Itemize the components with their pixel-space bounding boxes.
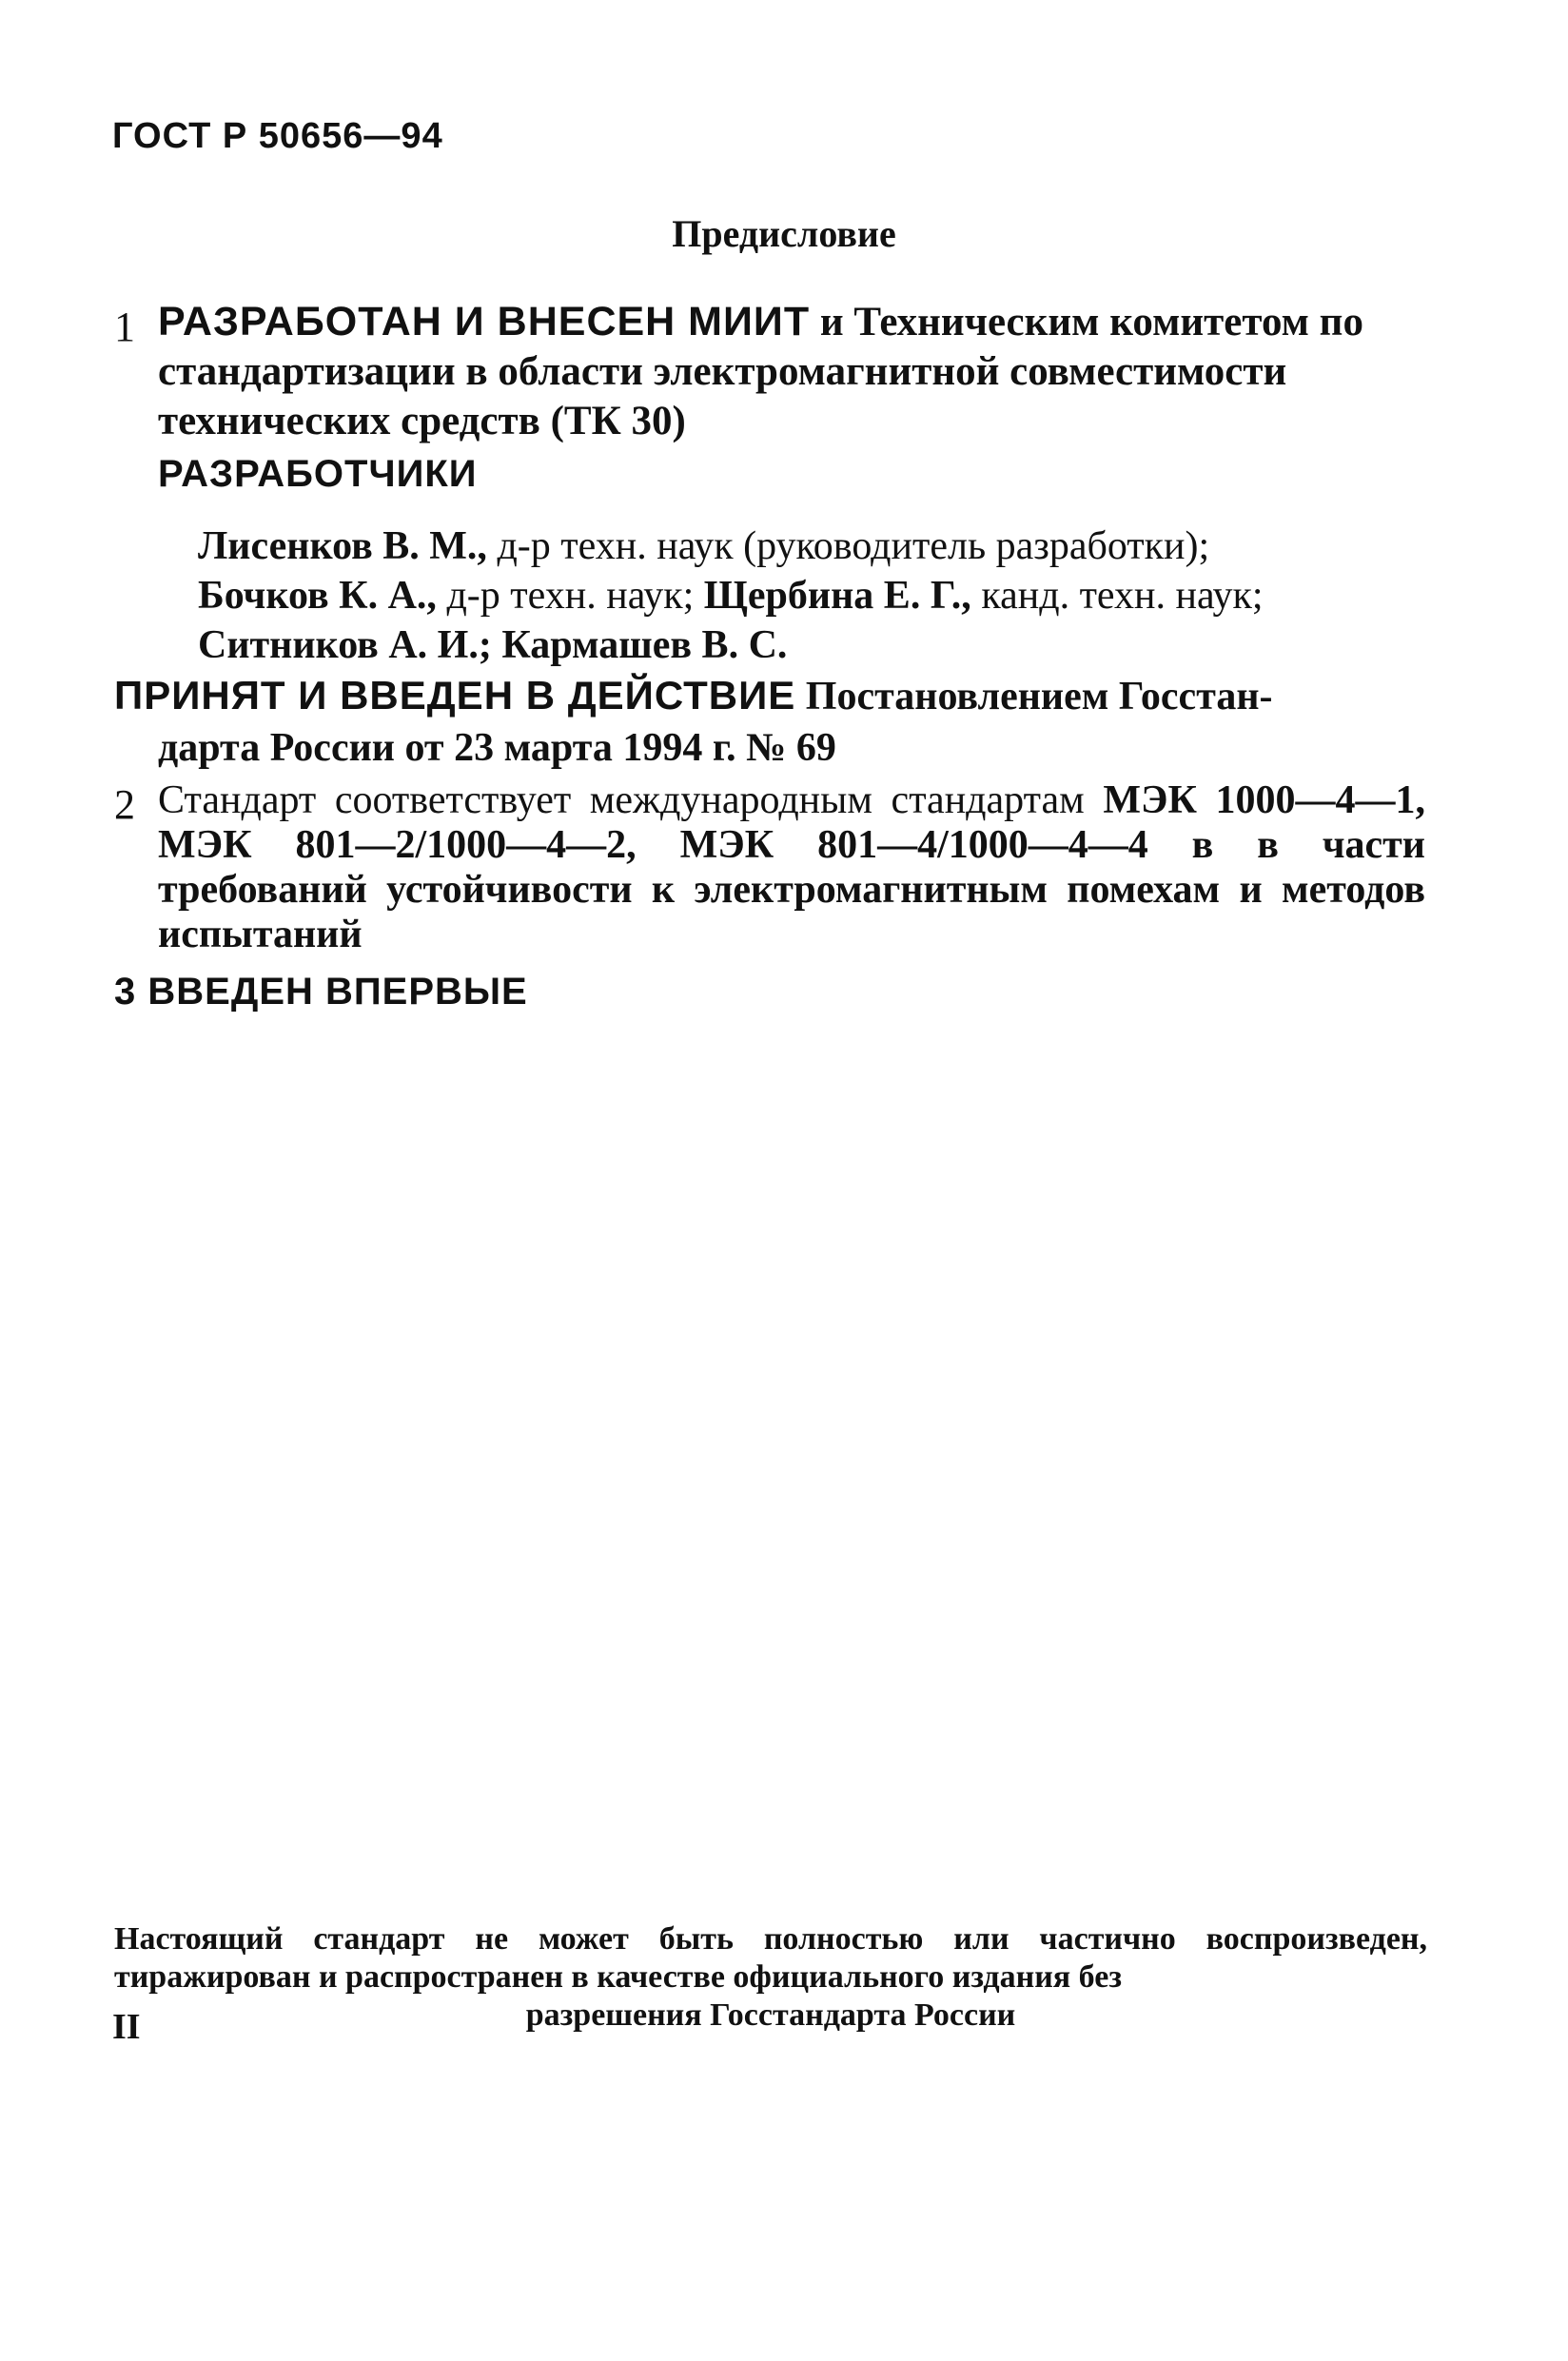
item-2-standards: МЭК 1000—4—1, МЭК 801—2/1000—4—2, МЭК 801—4/1000—4—4 xyxy=(158,778,1425,867)
developer-name: Кармашев В. С. xyxy=(501,623,788,667)
item-3 xyxy=(114,971,528,1013)
item-1-number: 1 xyxy=(114,304,135,350)
copyright-notice xyxy=(114,1920,1427,2035)
item-2-prefix: Стандарт соответствует международным стандартам xyxy=(158,778,1085,822)
item-3-text: ВВЕДЕН ВПЕРВЫЕ xyxy=(147,971,528,1013)
adoption-lead: ПРИНЯТ И ВВЕДЕН В ДЕЙСТВИЕ xyxy=(114,673,796,718)
developer-name: Бочков К. А., xyxy=(198,574,437,618)
developers-title: РАЗРАБОТЧИКИ xyxy=(158,453,478,495)
adoption-statement xyxy=(114,670,1425,774)
developer-title: д-р техн. наук (руководитель разработки); xyxy=(497,524,1210,568)
item-1-text xyxy=(158,297,1423,446)
developers-list xyxy=(198,521,1425,670)
item-1-lead: РАЗРАБОТАН И ВНЕСЕН МИИТ xyxy=(158,299,811,344)
item-1-rest: и Техническим комитетом по стандартизации в области электромагнитной совместимости технических средств (ТК 30) xyxy=(158,300,1363,443)
developer-name: Ситников А. И.; xyxy=(198,623,492,667)
item-2-text xyxy=(158,778,1425,957)
item-2-suffix: в в части требований устойчивости к электромагнитным помехам и методов испытаний xyxy=(158,823,1426,956)
developer-name: Лисенков В. М., xyxy=(198,524,487,568)
adoption-text-2: дарта России от 23 марта 1994 г. № 69 xyxy=(158,726,836,770)
developer-name: Щербина Е. Г., xyxy=(703,574,971,618)
developer-title: канд. техн. наук; xyxy=(981,574,1264,618)
page-number: II xyxy=(112,2007,141,2047)
document-code: ГОСТ Р 50656—94 xyxy=(112,116,443,156)
developer-title: д-р техн. наук; xyxy=(446,574,695,618)
item-2-number: 2 xyxy=(114,781,135,828)
section-heading: Предисловие xyxy=(672,212,896,255)
adoption-text-1: Постановлением Госстан- xyxy=(805,675,1273,718)
notice-text-2: разрешения Госстандарта России xyxy=(525,1997,1016,2033)
item-3-number: 3 xyxy=(114,971,137,1013)
notice-text-1: Настоящий стандарт не может быть полностью или частично воспроизведен, тиражирован и распространен в качестве официального издания без xyxy=(114,1921,1427,1995)
